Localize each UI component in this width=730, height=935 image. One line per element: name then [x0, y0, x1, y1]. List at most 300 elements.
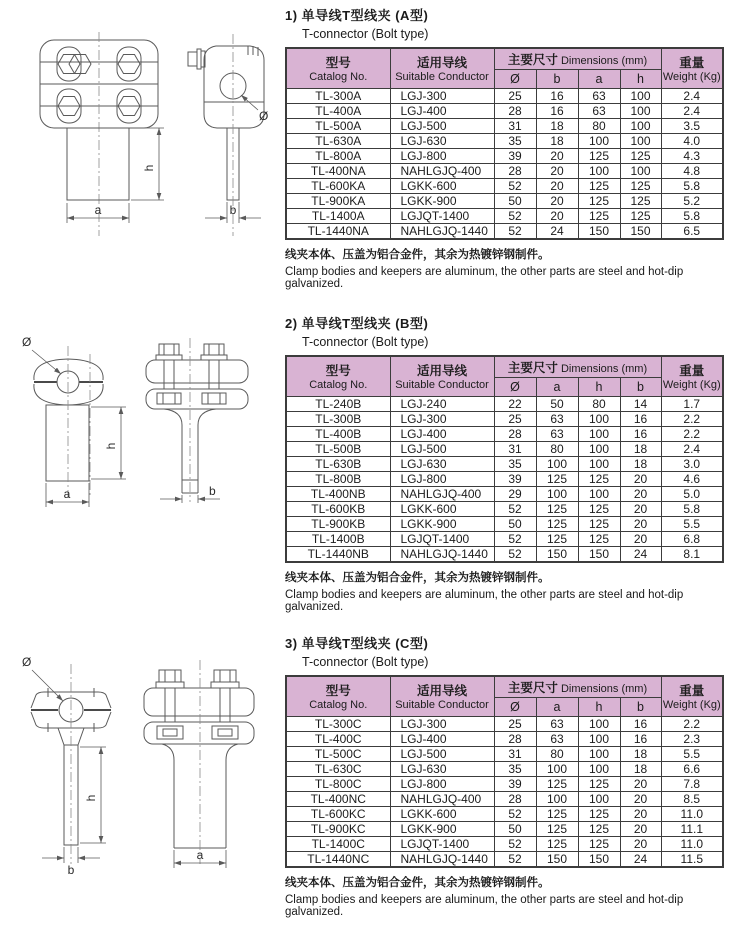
- col-header-catalog: 型号 Catalog No.: [286, 356, 390, 396]
- table-row: [286, 531, 723, 546]
- table-cell: 11.5: [661, 851, 723, 867]
- table-cell: 125: [578, 178, 620, 193]
- table-cell: 1.7: [661, 396, 723, 411]
- table-cell: 125: [578, 501, 620, 516]
- dim-col-header: Ø: [494, 69, 536, 88]
- dimension-a: [67, 203, 129, 223]
- col-header-catalog: 型号 Catalog No.: [286, 676, 390, 716]
- table-cell: TL-400NB: [286, 486, 390, 501]
- table-cell: LGJ-300: [390, 88, 494, 103]
- table-cell: 2.2: [661, 426, 723, 441]
- table-cell: LGJ-240: [390, 396, 494, 411]
- section-title-en: T-connector (Bolt type): [302, 27, 429, 41]
- table-cell: 63: [578, 103, 620, 118]
- col-header-dimensions: 主要尺寸 Dimensions (mm): [494, 676, 661, 697]
- table-cell: 39: [494, 776, 536, 791]
- diameter-callout: [22, 655, 63, 701]
- table-cell: TL-1440NC: [286, 851, 390, 867]
- table-cell: LGJ-400: [390, 731, 494, 746]
- table-row: [286, 851, 723, 867]
- table-cell: 125: [578, 516, 620, 531]
- table-cell: 20: [620, 486, 661, 501]
- table-cell: 100: [620, 88, 661, 103]
- table-cell: LGKK-900: [390, 821, 494, 836]
- table-cell: LGJQT-1400: [390, 208, 494, 223]
- table-cell: 125: [578, 776, 620, 791]
- table-cell: 18: [620, 761, 661, 776]
- table-cell: 2.4: [661, 103, 723, 118]
- table-row: [286, 178, 723, 193]
- table-row: [286, 821, 723, 836]
- table-cell: 18: [536, 118, 578, 133]
- table-row: [286, 208, 723, 223]
- table-cell: 3.5: [661, 118, 723, 133]
- table-cell: TL-1440NA: [286, 223, 390, 239]
- stem: [46, 405, 89, 481]
- table-cell: 31: [494, 746, 536, 761]
- table-cell: 100: [578, 456, 620, 471]
- table-cell: 100: [536, 761, 578, 776]
- table-cell: 35: [494, 133, 536, 148]
- table-cell: 100: [620, 118, 661, 133]
- dim-col-header: h: [578, 377, 620, 396]
- table-cell: 125: [536, 776, 578, 791]
- table-cell: 28: [494, 103, 536, 118]
- table-cell: NAHLGJQ-400: [390, 791, 494, 806]
- table-cell: 5.5: [661, 746, 723, 761]
- dimension-h: [80, 747, 106, 843]
- table-cell: 100: [578, 486, 620, 501]
- table-cell: 50: [536, 396, 578, 411]
- dim-col-header: b: [620, 377, 661, 396]
- table-cell: 20: [536, 193, 578, 208]
- table-cell: 52: [494, 806, 536, 821]
- table-cell: 63: [536, 411, 578, 426]
- section-b: [285, 313, 725, 613]
- table-cell: 2.3: [661, 731, 723, 746]
- section-a: [285, 5, 725, 290]
- table-cell: 16: [620, 426, 661, 441]
- note-en: Clamp bodies and keepers are aluminum, the other parts are steel and hot-dip galvanized.: [285, 588, 684, 613]
- col-header-weight: 重量 Weight (Kg): [661, 676, 723, 716]
- table-cell: TL-900KC: [286, 821, 390, 836]
- table-cell: 52: [494, 501, 536, 516]
- table-cell: 5.5: [661, 516, 723, 531]
- table-cell: 20: [620, 516, 661, 531]
- table-cell: NAHLGJQ-1440: [390, 851, 494, 867]
- table-row: [286, 746, 723, 761]
- table-cell: LGJ-800: [390, 148, 494, 163]
- dim-col-header: Ø: [494, 377, 536, 396]
- table-row: [286, 791, 723, 806]
- table-cell: 6.8: [661, 531, 723, 546]
- table-cell: 5.8: [661, 501, 723, 516]
- table-cell: 125: [620, 178, 661, 193]
- table-cell: 16: [620, 411, 661, 426]
- dimension-a: [174, 848, 226, 868]
- table-cell: LGJQT-1400: [390, 531, 494, 546]
- table-cell: 125: [536, 836, 578, 851]
- table-cell: 125: [578, 208, 620, 223]
- table-cell: 80: [536, 441, 578, 456]
- table-cell: 4.0: [661, 133, 723, 148]
- table-row: [286, 546, 723, 562]
- table-row: [286, 163, 723, 178]
- table-cell: 125: [578, 148, 620, 163]
- table-cell: 20: [620, 791, 661, 806]
- col-header-dimensions: 主要尺寸 Dimensions (mm): [494, 356, 661, 377]
- table-cell: TL-300C: [286, 716, 390, 731]
- table-cell: 20: [536, 163, 578, 178]
- section-c: [285, 633, 725, 918]
- table-cell: 63: [536, 716, 578, 731]
- table-cell: TL-600KB: [286, 501, 390, 516]
- col-header-dimensions: 主要尺寸 Dimensions (mm): [494, 48, 661, 69]
- table-cell: 2.4: [661, 441, 723, 456]
- table-row: [286, 761, 723, 776]
- technical-drawing-type-b: [6, 330, 271, 535]
- diameter-callout: [22, 335, 61, 374]
- table-cell: 125: [578, 821, 620, 836]
- section-title-en: T-connector (Bolt type): [302, 335, 429, 349]
- table-cell: LGJ-630: [390, 133, 494, 148]
- table-cell: 28: [494, 731, 536, 746]
- note-zh: 线夹本体、压盖为铝合金件，其余为热镀锌钢制件。: [285, 571, 550, 584]
- table-cell: 20: [620, 821, 661, 836]
- table-cell: 150: [536, 851, 578, 867]
- table-cell: LGKK-600: [390, 501, 494, 516]
- table-cell: 150: [578, 546, 620, 562]
- table-cell: 20: [620, 806, 661, 821]
- table-cell: LGJ-300: [390, 411, 494, 426]
- dia-symbol: Ø: [22, 335, 32, 349]
- table-cell: 100: [620, 103, 661, 118]
- front-view: [146, 338, 248, 502]
- table-cell: 50: [494, 821, 536, 836]
- table-cell: 8.5: [661, 791, 723, 806]
- table-row: [286, 716, 723, 731]
- table-cell: 100: [536, 486, 578, 501]
- table-cell: 150: [620, 223, 661, 239]
- col-header-catalog: 型号 Catalog No.: [286, 48, 390, 88]
- note-en: Clamp bodies and keepers are aluminum, the other parts are steel and hot-dip galvanized.: [285, 265, 684, 290]
- table-cell: 5.8: [661, 178, 723, 193]
- dim-label-h: h: [84, 794, 98, 802]
- table-cell: 18: [620, 456, 661, 471]
- table-cell: TL-1440NB: [286, 546, 390, 562]
- table-row: [286, 456, 723, 471]
- table-cell: 52: [494, 223, 536, 239]
- table-cell: 5.0: [661, 486, 723, 501]
- dim-label-b: b: [67, 863, 75, 877]
- table-cell: 125: [578, 471, 620, 486]
- table-cell: 100: [578, 163, 620, 178]
- table-cell: LGJ-500: [390, 746, 494, 761]
- table-cell: 125: [536, 501, 578, 516]
- dim-label-b: b: [209, 484, 216, 498]
- dim-col-header: a: [536, 377, 578, 396]
- table-cell: 100: [536, 456, 578, 471]
- table-cell: 11.0: [661, 836, 723, 851]
- table-cell: TL-800A: [286, 148, 390, 163]
- table-cell: 3.0: [661, 456, 723, 471]
- table-cell: 25: [494, 88, 536, 103]
- technical-drawing-type-c: [6, 650, 271, 890]
- table-cell: 20: [620, 531, 661, 546]
- table-cell: TL-500A: [286, 118, 390, 133]
- dim-col-header: a: [536, 697, 578, 716]
- table-cell: TL-400NC: [286, 791, 390, 806]
- table-cell: 29: [494, 486, 536, 501]
- table-cell: 4.6: [661, 471, 723, 486]
- front-view: [144, 660, 254, 864]
- stem: [67, 128, 129, 200]
- table-cell: 16: [536, 88, 578, 103]
- table-cell: 80: [578, 396, 620, 411]
- table-cell: TL-400B: [286, 426, 390, 441]
- table-cell: 20: [536, 178, 578, 193]
- table-cell: TL-600KC: [286, 806, 390, 821]
- dimension-h: [91, 407, 126, 479]
- table-cell: LGJ-300: [390, 716, 494, 731]
- table-cell: NAHLGJQ-1440: [390, 223, 494, 239]
- dim-label-h: h: [142, 164, 156, 172]
- table-cell: TL-400A: [286, 103, 390, 118]
- table-cell: 11.1: [661, 821, 723, 836]
- table-cell: 24: [620, 851, 661, 867]
- table-cell: 20: [536, 208, 578, 223]
- table-row: [286, 731, 723, 746]
- table-cell: 125: [620, 148, 661, 163]
- table-cell: 16: [620, 731, 661, 746]
- table-cell: 125: [620, 208, 661, 223]
- table-cell: 100: [620, 163, 661, 178]
- section-title-zh: 3) 单导线T型线夹 (C型): [285, 636, 429, 651]
- table-cell: 100: [578, 411, 620, 426]
- table-cell: 52: [494, 208, 536, 223]
- table-cell: 2.2: [661, 716, 723, 731]
- note-zh: 线夹本体、压盖为铝合金件，其余为热镀锌钢制件。: [285, 876, 550, 889]
- table-cell: 7.8: [661, 776, 723, 791]
- table-cell: 5.8: [661, 208, 723, 223]
- table-cell: 39: [494, 148, 536, 163]
- table-row: [286, 103, 723, 118]
- table-cell: 20: [620, 776, 661, 791]
- dimension-h: [131, 128, 164, 200]
- table-cell: 100: [578, 761, 620, 776]
- table-cell: 125: [578, 836, 620, 851]
- table-cell: TL-500B: [286, 441, 390, 456]
- table-cell: NAHLGJQ-1440: [390, 546, 494, 562]
- table-cell: 52: [494, 178, 536, 193]
- dim-label-a: a: [196, 848, 204, 862]
- table-cell: 125: [578, 193, 620, 208]
- table-cell: 18: [620, 441, 661, 456]
- dim-label-b: b: [229, 203, 237, 217]
- section-title-zh: 1) 单导线T型线夹 (A型): [285, 8, 429, 23]
- dia-symbol: Ø: [22, 655, 32, 669]
- table-cell: TL-800C: [286, 776, 390, 791]
- dim-col-header: a: [578, 69, 620, 88]
- table-cell: LGJ-800: [390, 471, 494, 486]
- table-cell: LGJ-500: [390, 441, 494, 456]
- table-cell: TL-630B: [286, 456, 390, 471]
- table-cell: 6.5: [661, 223, 723, 239]
- spec-table-c: [285, 675, 724, 868]
- table-row: [286, 411, 723, 426]
- table-cell: 2.4: [661, 88, 723, 103]
- table-cell: 100: [620, 133, 661, 148]
- table-cell: 31: [494, 441, 536, 456]
- table-cell: LGKK-600: [390, 806, 494, 821]
- table-cell: 63: [536, 731, 578, 746]
- bolt: [156, 670, 184, 739]
- table-row: [286, 223, 723, 239]
- table-cell: 63: [578, 88, 620, 103]
- table-row: [286, 441, 723, 456]
- table-cell: TL-500C: [286, 746, 390, 761]
- table-cell: 4.3: [661, 148, 723, 163]
- table-row: [286, 806, 723, 821]
- table-cell: 125: [578, 806, 620, 821]
- side-view: [34, 346, 103, 498]
- table-cell: 125: [536, 471, 578, 486]
- table-cell: 52: [494, 546, 536, 562]
- dim-col-header: h: [578, 697, 620, 716]
- table-cell: 80: [536, 746, 578, 761]
- table-cell: TL-900KA: [286, 193, 390, 208]
- table-cell: LGJ-800: [390, 776, 494, 791]
- dim-col-header: b: [536, 69, 578, 88]
- table-cell: 125: [620, 193, 661, 208]
- table-cell: TL-400C: [286, 731, 390, 746]
- table-cell: 100: [578, 791, 620, 806]
- table-row: [286, 486, 723, 501]
- table-cell: 52: [494, 836, 536, 851]
- table-cell: 22: [494, 396, 536, 411]
- table-cell: 100: [578, 731, 620, 746]
- table-cell: 125: [536, 516, 578, 531]
- table-cell: LGJQT-1400: [390, 836, 494, 851]
- side-view: [188, 34, 264, 236]
- table-cell: 6.6: [661, 761, 723, 776]
- table-cell: 125: [536, 531, 578, 546]
- table-cell: 4.8: [661, 163, 723, 178]
- table-cell: 80: [578, 118, 620, 133]
- table-cell: TL-240B: [286, 396, 390, 411]
- table-cell: TL-630C: [286, 761, 390, 776]
- table-cell: 28: [494, 791, 536, 806]
- dim-label-a: a: [94, 203, 102, 217]
- side-view: [31, 664, 111, 864]
- col-header-weight: 重量 Weight (Kg): [661, 356, 723, 396]
- spec-table-b: [285, 355, 724, 563]
- table-cell: 31: [494, 118, 536, 133]
- table-cell: TL-1400A: [286, 208, 390, 223]
- table-cell: 18: [620, 746, 661, 761]
- col-header-conductor: 适用导线 Suitable Conductor: [390, 356, 494, 396]
- table-cell: TL-300A: [286, 88, 390, 103]
- table-cell: 24: [536, 223, 578, 239]
- note-en: Clamp bodies and keepers are aluminum, the other parts are steel and hot-dip galvanized.: [285, 893, 684, 918]
- technical-drawing-type-a: [12, 26, 274, 256]
- table-cell: 20: [620, 501, 661, 516]
- table-cell: LGJ-400: [390, 426, 494, 441]
- dim-col-header: b: [620, 697, 661, 716]
- dim-label-a: a: [63, 487, 71, 501]
- table-cell: 52: [494, 851, 536, 867]
- table-cell: LGKK-600: [390, 178, 494, 193]
- table-cell: 150: [578, 851, 620, 867]
- bolt: [201, 344, 227, 404]
- table-cell: 52: [494, 531, 536, 546]
- section-title-zh: 2) 单导线T型线夹 (B型): [285, 316, 429, 331]
- table-cell: LGJ-400: [390, 103, 494, 118]
- table-cell: 100: [578, 133, 620, 148]
- note-zh: 线夹本体、压盖为铝合金件，其余为热镀锌钢制件。: [285, 248, 550, 261]
- col-header-weight: 重量 Weight (Kg): [661, 48, 723, 88]
- table-cell: 100: [578, 426, 620, 441]
- table-cell: 24: [620, 546, 661, 562]
- table-cell: 39: [494, 471, 536, 486]
- table-row: [286, 118, 723, 133]
- table-cell: 125: [578, 531, 620, 546]
- bolt: [211, 670, 239, 739]
- col-header-conductor: 适用导线 Suitable Conductor: [390, 48, 494, 88]
- table-cell: 100: [578, 746, 620, 761]
- table-cell: 20: [536, 148, 578, 163]
- table-cell: 125: [536, 806, 578, 821]
- table-cell: TL-1400B: [286, 531, 390, 546]
- table-cell: 28: [494, 163, 536, 178]
- table-cell: 25: [494, 411, 536, 426]
- table-cell: 125: [536, 821, 578, 836]
- table-row: [286, 836, 723, 851]
- table-cell: 18: [536, 133, 578, 148]
- table-cell: 100: [578, 441, 620, 456]
- col-header-conductor: 适用导线 Suitable Conductor: [390, 676, 494, 716]
- table-cell: LGKK-900: [390, 516, 494, 531]
- table-row: [286, 88, 723, 103]
- table-row: [286, 776, 723, 791]
- table-cell: TL-900KB: [286, 516, 390, 531]
- table-cell: 16: [536, 103, 578, 118]
- table-cell: 11.0: [661, 806, 723, 821]
- table-row: [286, 193, 723, 208]
- table-row: [286, 133, 723, 148]
- table-cell: LGJ-630: [390, 456, 494, 471]
- table-cell: TL-300B: [286, 411, 390, 426]
- table-cell: TL-800B: [286, 471, 390, 486]
- table-cell: 20: [620, 836, 661, 851]
- table-cell: 2.2: [661, 411, 723, 426]
- dim-label-h: h: [104, 442, 118, 450]
- table-cell: NAHLGJQ-400: [390, 163, 494, 178]
- table-cell: 35: [494, 456, 536, 471]
- table-row: [286, 148, 723, 163]
- table-cell: TL-630A: [286, 133, 390, 148]
- table-cell: 28: [494, 426, 536, 441]
- table-cell: 8.1: [661, 546, 723, 562]
- table-cell: 14: [620, 396, 661, 411]
- table-cell: 100: [536, 791, 578, 806]
- table-cell: 100: [578, 716, 620, 731]
- dimension-a: [46, 483, 89, 507]
- table-cell: 50: [494, 516, 536, 531]
- table-cell: TL-1400C: [286, 836, 390, 851]
- table-row: [286, 516, 723, 531]
- table-cell: 63: [536, 426, 578, 441]
